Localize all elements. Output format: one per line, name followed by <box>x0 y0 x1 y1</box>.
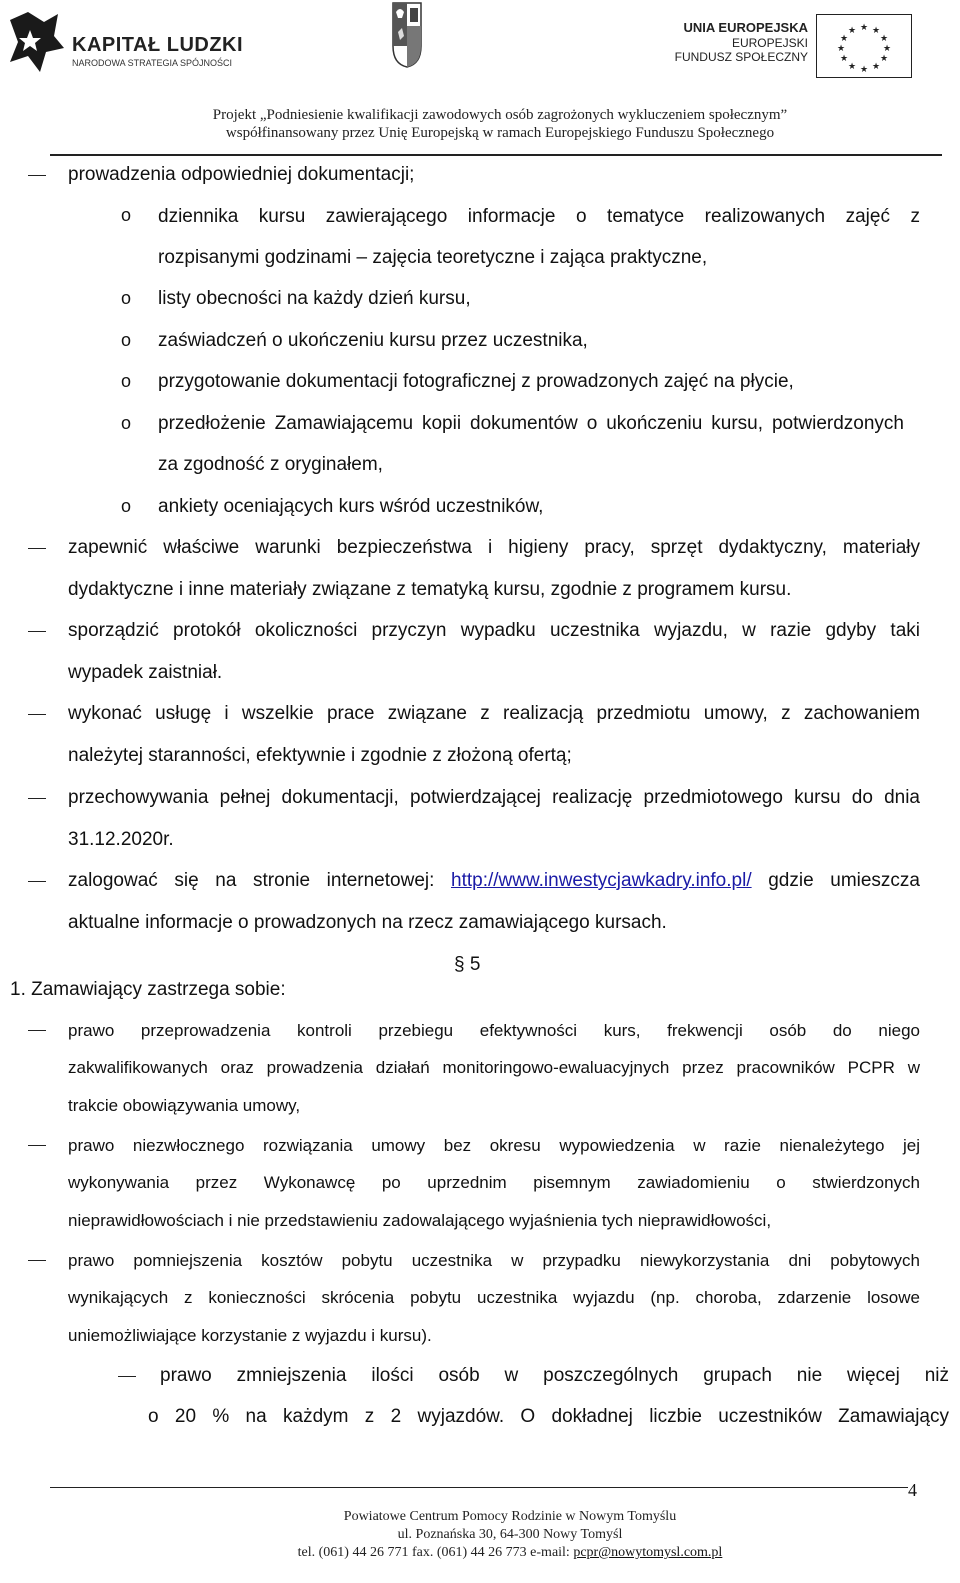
list-item-cont: aktualne informacje o prowadzonych na rzecz zamawiającego kursach. <box>68 912 667 933</box>
page-number: 4 <box>908 1480 917 1500</box>
svg-text:★: ★ <box>879 54 889 64</box>
dash-bullet <box>28 548 46 549</box>
dash-bullet <box>28 1030 46 1031</box>
list-item-cont: nieprawidłowościach i nie przedstawieniu zadowalającego wyjaśnienia tych nieprawidłowości, <box>68 1211 772 1230</box>
logo-title: KAPITAŁ LUDZKI <box>72 34 244 56</box>
dash-bullet <box>28 631 46 632</box>
circle-bullet: o <box>121 371 132 391</box>
list-item: prowadzenia odpowiedniej dokumentacji; <box>68 164 415 185</box>
dash-bullet <box>118 1376 136 1377</box>
svg-text:★: ★ <box>847 62 857 72</box>
footer-email-link[interactable]: pcpr@nowytomysl.com.pl <box>573 1545 723 1560</box>
svg-text:★: ★ <box>847 26 857 36</box>
page-header <box>0 0 960 160</box>
dash-bullet <box>28 714 46 715</box>
list-item-cont: 31.12.2020r. <box>68 829 174 850</box>
list-item: przechowywania pełnej dokumentacji, potwierdzającej realizację przedmiotowego kursu do dnia <box>68 787 920 808</box>
svg-text:★: ★ <box>859 23 869 33</box>
footer-contact <box>180 1544 840 1562</box>
list-item: zapewnić właściwe warunki bezpieczeństwa i higieny pracy, sprzęt dydaktyczny, materiały <box>68 537 920 558</box>
list-item-cont: za zgodność z oryginałem, <box>158 454 383 475</box>
eu-flag-icon <box>816 14 912 78</box>
circle-bullet: o <box>121 330 132 350</box>
svg-text:★: ★ <box>859 65 869 75</box>
list-item-cont: wynikających z konieczności skrócenia pobytu uczestnika wyjazdu (np. choroba, zdarzenie losowe <box>68 1288 920 1307</box>
svg-text:★: ★ <box>871 62 881 72</box>
list-item-cont: zakwalifikowanych oraz prowadzenia działań monitoringowo-ewaluacyjnych przez pracowników PCPR w <box>68 1058 920 1077</box>
svg-text:★: ★ <box>871 26 881 36</box>
text-span: zalogować się na stronie internetowej: <box>68 870 435 891</box>
list-item-cont: uniemożliwiające korzystanie z wyjazdu i kursu). <box>68 1326 432 1345</box>
project-title: Projekt „Podniesienie kwalifikacji zawodowych osób zagrożonych wykluczeniem społecznym” <box>212 107 788 123</box>
list-item-cont: wykonywania przez Wykonawcę po uprzednim pisemnym zawiadomieniu o stwierdzonych <box>68 1173 920 1192</box>
footer-org: Powiatowe Centrum Pomocy Rodzinie w Nowym Tomyślu <box>343 1509 677 1524</box>
list-item-cont: wypadek zaistniał. <box>68 662 223 683</box>
list-item-cont: dydaktyczne i inne materiały związane z tematyką kursu, zgodnie z programem kursu. <box>68 579 792 600</box>
section-heading: § 5 <box>454 954 481 975</box>
text-span: gdzie umieszcza <box>768 870 920 891</box>
dash-bullet <box>28 175 46 176</box>
list-item: listy obecności na każdy dzień kursu, <box>158 288 471 309</box>
circle-bullet: o <box>121 496 132 516</box>
logo-subtitle: NARODOWA STRATEGIA SPÓJNOŚCI <box>72 58 233 68</box>
eu-line-1: UNIA EUROPEJSKA <box>683 20 808 35</box>
eu-line-2: EUROPEJSKI <box>731 36 808 50</box>
project-info <box>120 106 880 142</box>
list-item: ankiety oceniających kurs wśród uczestników, <box>158 496 544 517</box>
footer-address: ul. Poznańska 30, 64-300 Nowy Tomyśl <box>397 1527 623 1542</box>
page-footer <box>180 1508 840 1562</box>
eu-fund-label <box>640 20 808 64</box>
list-item-cont: trakcie obowiązywania umowy, <box>68 1096 301 1115</box>
svg-text:★: ★ <box>882 44 892 54</box>
list-item-cont: rozpisanymi godzinami – zajęcia teoretyczne i zająca praktyczne, <box>158 247 708 268</box>
list-item: dziennika kursu zawierającego informacje o tematyce realizowanych zajęć z <box>158 206 920 227</box>
kapital-ludzki-logo <box>8 12 248 72</box>
circle-bullet: o <box>121 288 132 308</box>
dash-bullet <box>28 881 46 882</box>
kapital-ludzki-icon <box>8 12 64 72</box>
numbered-item: 1. Zamawiający zastrzega sobie: <box>10 979 286 1000</box>
list-item: przygotowanie dokumentacji fotograficznej z prowadzonych zajęć na płycie, <box>158 371 794 392</box>
list-item: prawo przeprowadzenia kontroli przebiegu efektywności kurs, frekwencji osób do niego <box>68 1021 920 1040</box>
list-item: prawo zmniejszenia ilości osób w poszczególnych grupach nie więcej niż <box>160 1365 949 1386</box>
list-item: wykonać usługę i wszelkie prace związane z realizacją przedmiotu umowy, z zachowaniem <box>68 703 920 724</box>
website-link[interactable]: http://www.inwestycjawkadry.info.pl/ <box>451 870 752 891</box>
list-item: sporządzić protokół okoliczności przyczyn wypadku uczestnika wyjazdu, w razie gdyby taki <box>68 620 920 641</box>
svg-text:★: ★ <box>839 34 849 44</box>
svg-text:★: ★ <box>879 34 889 44</box>
list-item-cont: należytej staranności, efektywnie i zgodnie z złożoną ofertą; <box>68 745 572 766</box>
list-item: prawo niezwłocznego rozwiązania umowy bez okresu wypowiedzenia w razie nienależytego jej <box>68 1136 920 1155</box>
list-item: przedłożenie Zamawiającemu kopii dokumentów o ukończeniu kursu, potwierdzonych <box>158 413 904 434</box>
project-cofinancing: współfinansowany przez Unię Europejską w ramach Europejskiego Funduszu Społecznego <box>225 125 775 141</box>
footer-phone-fax: tel. (061) 44 26 771 fax. (061) 44 26 773 e-mail: <box>297 1545 574 1560</box>
dash-bullet <box>28 798 46 799</box>
coat-of-arms-icon <box>392 2 422 68</box>
circle-bullet: o <box>121 413 132 433</box>
footer-divider <box>50 1487 908 1488</box>
list-item: zaświadczeń o ukończeniu kursu przez uczestnika, <box>158 330 588 351</box>
list-item: prawo pomniejszenia kosztów pobytu uczestnika w przypadku niewykorzystania dni pobytowych <box>68 1251 920 1270</box>
svg-text:★: ★ <box>836 44 846 54</box>
list-item-cont: o 20 % na każdym z 2 wyjazdów. O dokładnej liczbie uczestników Zamawiający <box>148 1406 949 1427</box>
eu-line-3: FUNDUSZ SPOŁECZNY <box>674 50 808 64</box>
list-item <box>68 861 920 901</box>
circle-bullet: o <box>121 205 132 225</box>
dash-bullet <box>28 1260 46 1261</box>
svg-text:★: ★ <box>839 54 849 64</box>
dash-bullet <box>28 1145 46 1146</box>
